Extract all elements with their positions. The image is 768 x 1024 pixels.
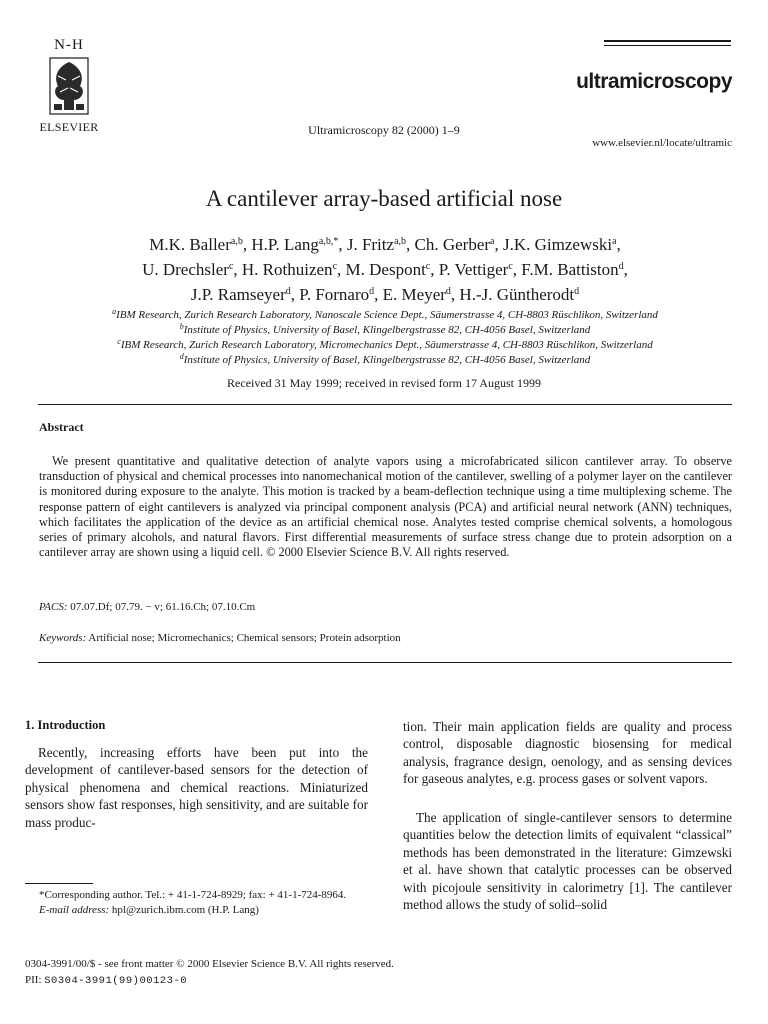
keywords-label: Keywords: [39,632,87,644]
author-affiliation-mark: d [445,286,451,297]
author-affiliation-mark: a,b [230,236,243,247]
author-affiliation-mark: d [369,286,375,297]
affiliation-mark: c [117,337,121,346]
author-name: P. Vettiger$^c$ [438,260,513,279]
author-name: U. Drechsler$^c$ [142,260,234,279]
author-list: M.K. Baller$^{a,b}$, H.P. Lang$^{a,b,*}$, J. Fritz$^{a,b}$, Ch. Gerber$^a$, J.K. Gimzewski$^a$, U. Drechsler$^c$, H. Rothuizen$^c$, M. Despont$^c$, P. Vettiger$^c$, F.M. Battiston$^d$, J.P. Ramseyer$^d$, P. Fornaro$^d$, E. Meyer$^d$, H.-J. Güntherodt$^d$ [142,235,628,304]
affiliation [40,353,730,368]
pii-label: PII: [25,974,42,986]
footnote-rule [25,883,93,884]
pacs-line [39,601,255,613]
affiliation-text: Institute of Physics, University of Basel, Klingelbergstrasse 82, CH-4056 Basel, Switzerland [183,324,591,336]
journal-rule [604,40,731,42]
author-affiliation-mark: a,b [394,236,407,247]
keywords-value: Artificial nose; Micromechanics; Chemical sensors; Protein adsorption [88,632,401,644]
author-affiliation-mark: c [508,261,513,272]
author-name: H.-J. Güntherodt$^d$ [459,285,580,304]
author-affiliation-mark: a,b,* [318,236,339,247]
author-name: F.M. Battiston$^d$ [521,260,624,279]
affiliation-mark: b [179,322,184,331]
affiliation-text: IBM Research, Zurich Research Laboratory, Nanoscale Science Dept., Säumerstrasse 4, CH-8803 Rüschlikon, Switzerland [116,309,658,321]
author-affiliation-mark: d [574,286,580,297]
author-affiliation-mark: d [285,286,291,297]
received-dates: Received 31 May 1999; received in revised form 17 August 1999 [227,376,541,390]
corresponding-author-note: *Corresponding author. Tel.: + 41-1-724-8929; fax: + 41-1-724-8964. [39,889,347,901]
section-heading: 1. Introduction [25,718,106,732]
author-affiliation-mark: a [612,236,617,247]
affiliation-text: Institute of Physics, University of Basel, Klingelbergstrasse 82, CH-4056 Basel, Switzerland [183,354,591,366]
pacs-value: 07.07.Df; 07.79. − v; 61.16.Ch; 07.10.Cm [70,601,256,613]
author-name: J.K. Gimzewski$^a$ [503,235,617,254]
affiliation-list [40,308,730,368]
affiliation-text: IBM Research, Zurich Research Laboratory, Micromechanics Dept., Säumerstrasse 4, CH-8803 Rüschlikon, Switzerland [120,339,653,351]
pacs-label: PACS: [39,601,68,613]
affiliation-mark: d [179,352,184,361]
footnote [25,888,368,917]
author-name: H. Rothuizen$^c$ [241,260,338,279]
email-label: E-mail address: [39,903,110,916]
publisher-name: ELSEVIER [39,120,99,134]
affiliation [40,323,730,338]
author-affiliation-mark: c [332,261,338,272]
author-affiliation-mark: a [490,236,495,247]
journal-citation: Ultramicroscopy 82 (2000) 1–9 [308,123,460,137]
author-name: J. Fritz$^{a,b}$ [346,235,407,254]
intro-paragraph-right-1: tion. Their main application fields are quality and process control, disposable diagnostic biosensing for medical analysis, fragrance design, oenology, and as sensing devices for gaseous analytes, e.g. process gases or solvent vapors. [403,719,732,787]
affiliation [40,308,730,323]
publisher-logo [36,38,102,135]
elsevier-tree-icon [44,56,94,118]
email-note [25,903,368,918]
author-name: Ch. Gerber$^a$ [414,235,495,254]
abstract-heading: Abstract [39,420,84,434]
logo-mark: N-H [54,37,84,53]
intro-paragraph-right-2: The application of single-cantilever sensors to determine quantities below the detection limits of equivalent “classical” methods has been demonstrated in the literature: Gimzewski et al. have shown that catalytic processes can be observed with picojoule sensitivity in calorimetry [1]. The cantilever method allows the study of solid–solid [403,810,732,913]
intro-paragraph-left: Recently, increasing efforts have been put into the development of cantilever-based sensors for the detection of physical phenomena and chemical reactions. Miniaturized sensors show fast responses, high sensitivity, and are suitable for mass produc- [25,745,368,830]
author-name: J.P. Ramseyer$^d$ [190,285,291,304]
author-name: M.K. Baller$^{a,b}$ [149,235,243,254]
pii-line [25,974,187,987]
divider [38,404,732,405]
author-name: P. Fornaro$^d$ [299,285,375,304]
affiliation [40,338,730,353]
author-name: H.P. Lang$^{a,b,*}$ [251,235,339,254]
article-title: A cantilever array-based artificial nose [205,186,563,211]
author-name: M. Despont$^c$ [345,260,431,279]
author-affiliation-mark: d [618,261,624,272]
journal-rule-thin [604,45,731,46]
pii-code: S0304-3991(99)00123-0 [44,975,188,987]
copyright-line: 0304-3991/00/$ - see front matter © 2000 Elsevier Science B.V. All rights reserved. [25,958,394,970]
affiliation-mark: a [112,307,117,316]
email-value[interactable]: hpl@zurich.ibm.com (H.P. Lang) [111,903,259,916]
author-affiliation-mark: c [228,261,234,272]
divider [38,662,732,663]
keywords-line [39,632,401,644]
journal-url[interactable]: www.elsevier.nl/locate/ultramic [592,137,732,149]
abstract-text: We present quantitative and qualitative detection of analyte vapors using a microfabricated silicon cantilever array. To observe transduction of physical and chemical processes into nanomechanical motion of the cantilever, swelling of a polymer layer on the cantilever is monitored during exposure to the analyte. This motion is tracked by a beam-deflection technique using a time multiplexing scheme. The response pattern of eight cantilevers is analyzed via principal component analysis (PCA) and artificial neural network (ANN) techniques, which facilitates the application of the device as an artificial chemical nose. Analytes tested comprise chemical solvents, a homologous series of primary alcohols, and natural flavors. First differential measurements of surface stress change due to protein adsorption on a cantilever array are shown using a liquid cell. © 2000 Elsevier Science B.V. All rights reserved. [39,454,732,560]
author-name: E. Meyer$^d$ [382,285,451,304]
journal-name: ultramicroscopy [576,70,732,93]
author-affiliation-mark: c [425,261,431,272]
